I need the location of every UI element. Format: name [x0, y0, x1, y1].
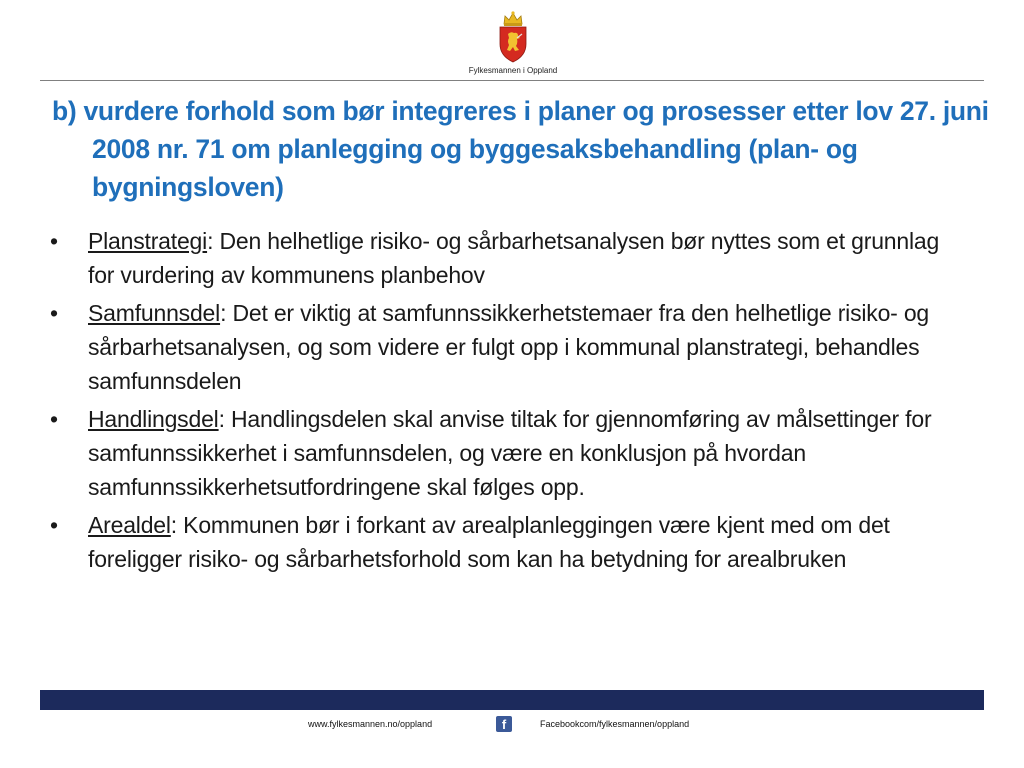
bullet-text: : Det er viktig at samfunnssikkerhetstemaer fra den helhetlige risiko- og sårbarhetsanalysen, og som videre er fulgt opp i kommunal planstrategi, behandles samfunnsdelen — [88, 300, 930, 394]
bullet-marker: • — [50, 228, 58, 254]
header-divider — [40, 80, 984, 81]
slide-header — [0, 0, 1024, 80]
bullet-text: : Handlingsdelen skal anvise tiltak for gjennomføring av målsettinger for samfunnssikkerhet i samfunnsdelen, og være en konklusjon på hvordan samfunnssikkerhetsutfordringene skal følges opp. — [88, 406, 932, 500]
bullet-item-planstrategi — [48, 224, 968, 292]
bullet-marker: • — [50, 300, 58, 326]
bullet-text: : Kommunen bør i forkant av arealplanleggingen være kjent med om det foreligger risiko- og sårbarhetsforhold som kan ha betydning for arealbruken — [88, 512, 890, 572]
bullet-term: Arealdel — [88, 512, 171, 538]
bullet-term: Samfunnsdel — [88, 300, 221, 326]
bullet-item-samfunnsdel — [48, 296, 968, 398]
coat-of-arms-lion-icon — [496, 10, 530, 64]
bullet-term: Handlingsdel — [88, 406, 219, 432]
bullet-list — [48, 224, 968, 580]
footer-bar — [40, 690, 984, 710]
facebook-link[interactable]: Facebookcom/fylkesmannen/oppland — [540, 719, 690, 729]
bullet-term: Planstrategi — [88, 228, 208, 254]
slide-title: b) vurdere forhold som bør integreres i planer og prosesser etter lov 27. juni 2008 nr. 71 om planlegging og byggesaksbehandling (plan- og bygningsloven) — [52, 96, 989, 202]
bullet-marker: • — [50, 512, 58, 538]
facebook-icon[interactable]: f — [496, 716, 512, 732]
bullet-item-handlingsdel — [48, 402, 968, 504]
footer — [0, 716, 1024, 736]
bullet-marker: • — [50, 406, 58, 432]
website-link[interactable]: www.fylkesmannen.no/oppland — [308, 719, 433, 729]
bullet-item-arealdel — [48, 508, 968, 576]
bullet-text: : Den helhetlige risiko- og sårbarhetsanalysen bør nyttes som et grunnlag for vurdering av kommunens planbehov — [88, 228, 940, 288]
organization-name: Fylkesmannen i Oppland — [468, 66, 558, 75]
